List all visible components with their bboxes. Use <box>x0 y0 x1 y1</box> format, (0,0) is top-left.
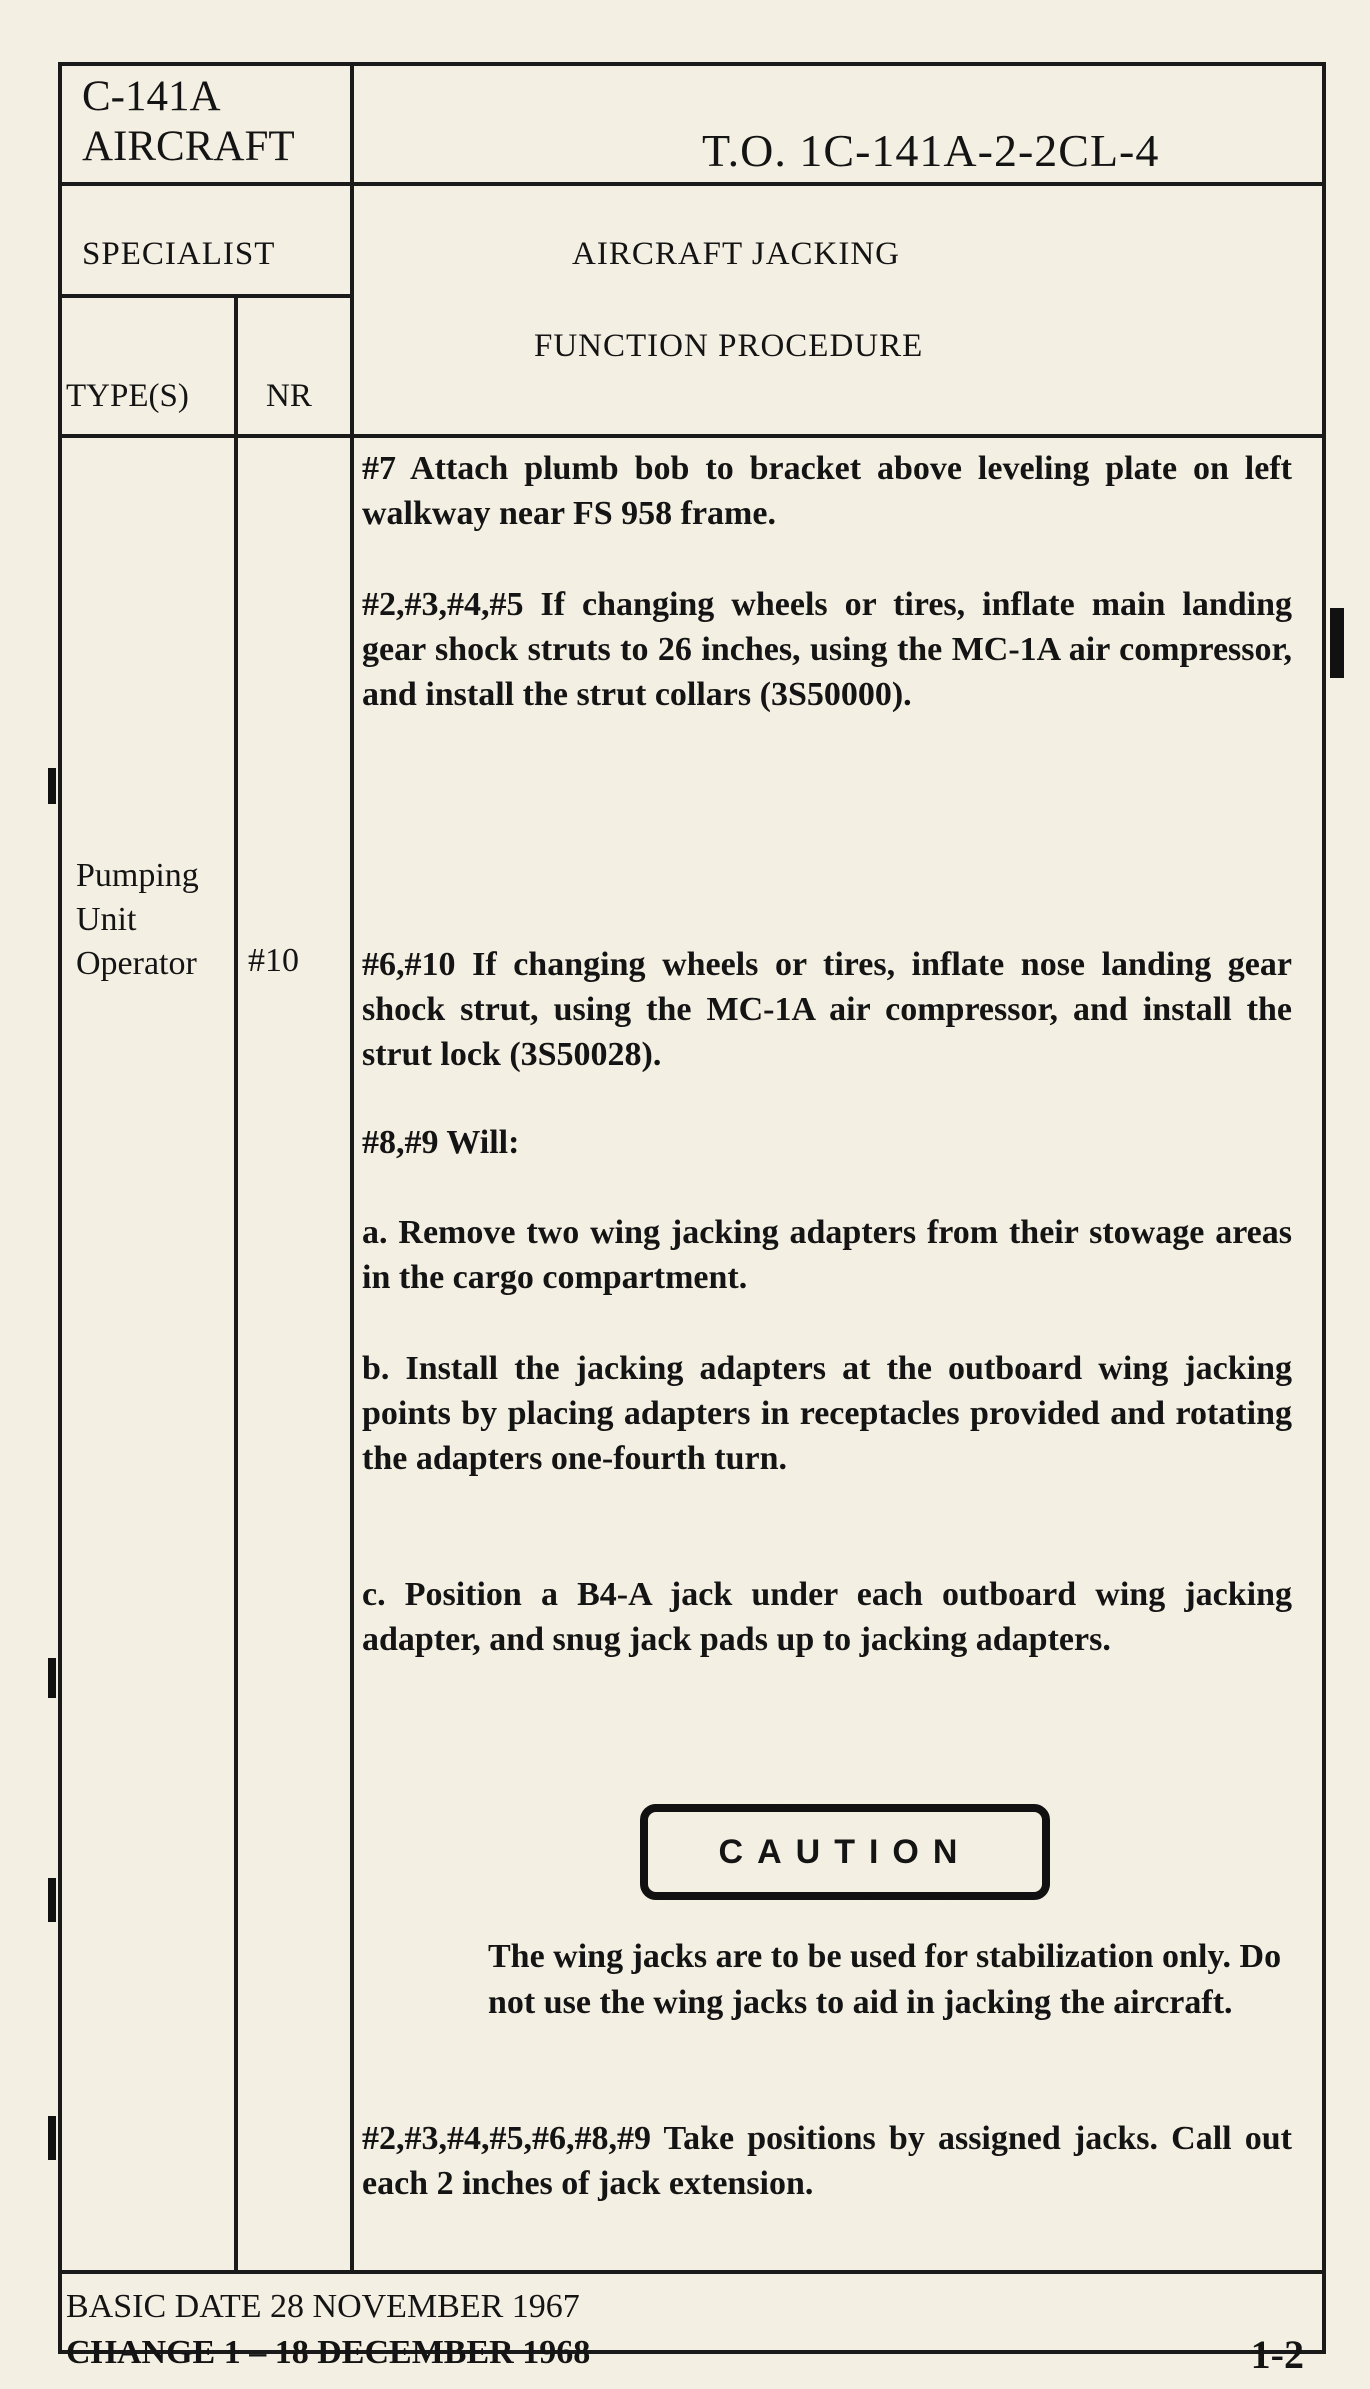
checklist-page <box>58 62 1326 2377</box>
edge-tick-mark <box>48 1658 56 1698</box>
edge-tick-mark <box>48 768 56 804</box>
page-number: 1-2 <box>1250 2332 1304 2377</box>
role-number: #10 <box>248 942 299 979</box>
edge-tick-mark <box>48 2116 56 2160</box>
aircraft-label: AIRCRAFT <box>82 123 295 170</box>
caution-text: The wing jacks are to be used for stabilization only. Do not use the wing jacks to aid in jacking the aircraft. <box>488 1938 1282 2021</box>
step-inflate-nose-gear: #6,#10 If changing wheels or tires, inflate nose landing gear shock strut, using the MC-1A air compressor, and install the strut lock (3S50028). <box>362 946 1292 1073</box>
caution-banner: CAUTION <box>640 1804 1050 1900</box>
step-attach-plumb-bob: #7 Attach plumb bob to bracket above leveling plate on left walkway near FS 958 frame. <box>362 450 1292 532</box>
column-header-divider <box>62 434 1322 438</box>
aircraft-model: C-141A <box>82 73 221 120</box>
role-line-1: Pumping <box>76 857 199 894</box>
step-inflate-main-gear: #2,#3,#4,#5 If changing wheels or tires, inflate main landing gear shock struts to 26 inches, using the MC-1A air compressor, and install the strut collars (3S50000). <box>362 586 1292 713</box>
page-title: AIRCRAFT JACKING <box>572 236 901 272</box>
specialist-heading: SPECIALIST <box>82 236 276 272</box>
role-label <box>76 854 199 986</box>
specialist-divider <box>62 294 352 298</box>
main-column-divider <box>350 66 354 2270</box>
type-column-heading: TYPE(S) <box>66 378 189 414</box>
nr-column-heading: NR <box>266 378 312 414</box>
page-subtitle: FUNCTION PROCEDURE <box>534 328 924 364</box>
step-a-remove-adapters: a. Remove two wing jacking adapters from their stowage areas in the cargo compartment. <box>362 1214 1292 1296</box>
step-b-install-adapters: b. Install the jacking adapters at the outboard wing jacking points by placing adapters in receptacles provided and rotating the adapters one-fourth turn. <box>362 1350 1292 1477</box>
aircraft-designation <box>82 72 295 172</box>
step-c-position-jack: c. Position a B4-A jack under each outboard wing jacking adapter, and snug jack pads up to jacking adapters. <box>362 1576 1292 1658</box>
footer-divider <box>62 2270 1322 2274</box>
change-date: CHANGE 1 – 18 DECEMBER 1968 <box>66 2334 591 2371</box>
step-take-positions: #2,#3,#4,#5,#6,#8,#9 Take positions by assigned jacks. Call out each 2 inches of jack extension. <box>362 2120 1292 2202</box>
edge-tick-mark <box>48 1878 56 1922</box>
tech-order-number: T.O. 1C-141A-2-2CL-4 <box>702 125 1160 176</box>
basic-date: BASIC DATE 28 NOVEMBER 1967 <box>66 2288 580 2325</box>
change-bar-mark <box>1330 608 1344 678</box>
role-line-2: Unit <box>76 901 137 938</box>
nr-column-divider <box>234 294 238 2270</box>
step-will-heading: #8,#9 Will: <box>362 1124 520 1161</box>
header-divider <box>62 182 1322 186</box>
role-line-3: Operator <box>76 945 197 982</box>
